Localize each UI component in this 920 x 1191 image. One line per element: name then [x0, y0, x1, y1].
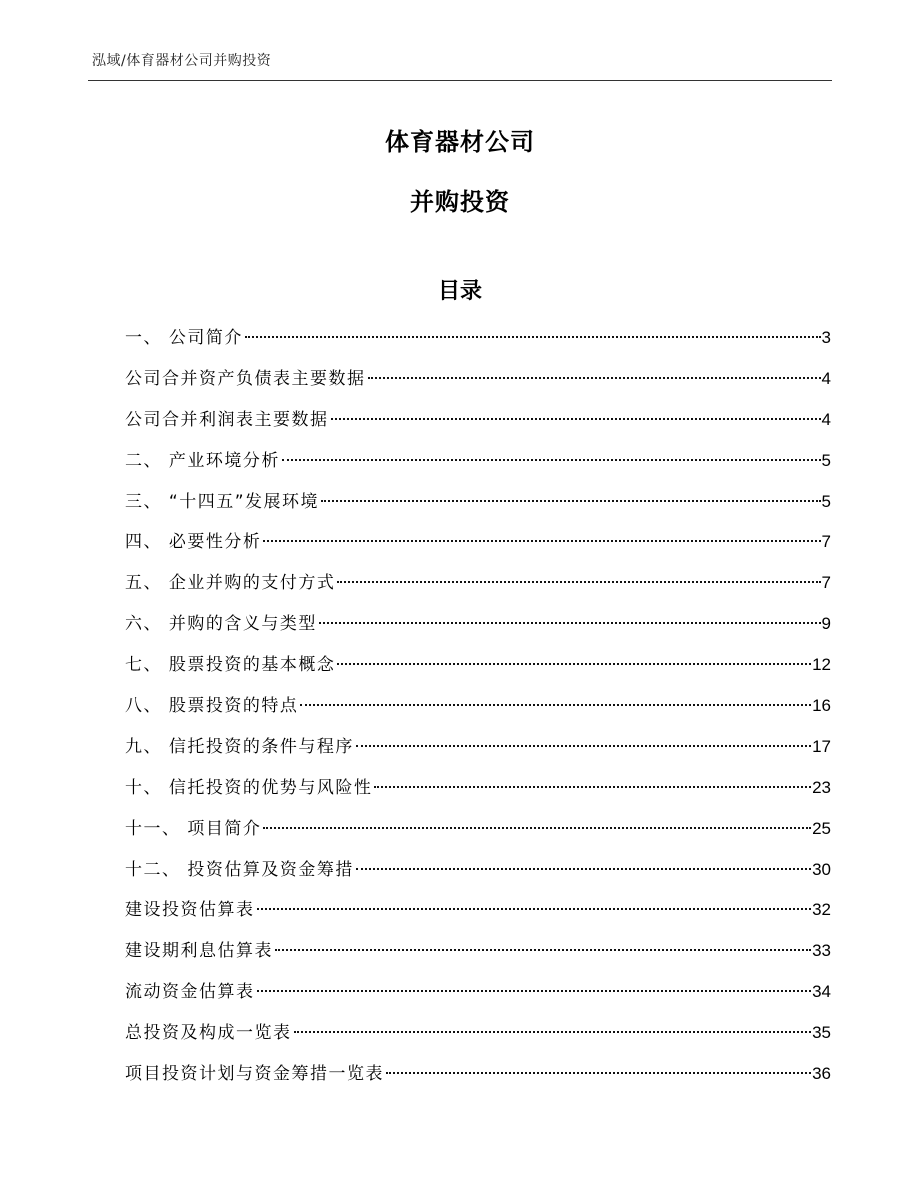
toc-dot-leader [294, 1031, 812, 1033]
toc-entry-page-number: 9 [821, 614, 831, 634]
toc-entry-label: 建设投资估算表 [125, 900, 255, 921]
toc-entry-label: 九、 信托投资的条件与程序 [125, 736, 354, 757]
toc-entry-label: 项目投资计划与资金筹措一览表 [125, 1064, 384, 1085]
toc-entry-page-number: 3 [821, 328, 831, 347]
toc-dot-leader [300, 704, 811, 706]
toc-entry-label: 一、 公司简介 [125, 328, 243, 348]
toc-entry-page-number: 34 [812, 982, 831, 1002]
toc-dot-leader [331, 418, 821, 420]
toc-entry-label: 四、 必要性分析 [125, 532, 262, 553]
toc-entry[interactable] [125, 1060, 831, 1101]
toc-dot-leader [275, 949, 811, 951]
toc-entry[interactable] [125, 774, 831, 815]
header-divider [88, 80, 832, 81]
document-title: 体育器材公司 [385, 128, 535, 156]
toc-entry-label: 十二、 投资估算及资金筹措 [125, 859, 354, 880]
toc-dot-leader [368, 377, 821, 379]
toc-entry-page-number: 7 [821, 573, 831, 593]
toc-dot-leader [337, 581, 820, 583]
toc-entry[interactable] [125, 569, 831, 610]
toc-entry-page-number: 4 [821, 368, 831, 388]
toc-dot-leader [321, 500, 821, 502]
toc-dot-leader [319, 622, 821, 624]
toc-entry-page-number: 30 [812, 859, 831, 879]
toc-entry[interactable] [125, 815, 831, 856]
toc-entry[interactable] [125, 856, 831, 897]
toc-entry[interactable] [125, 896, 831, 937]
table-of-contents [125, 324, 831, 1101]
toc-dot-leader [263, 827, 811, 829]
toc-entry[interactable] [125, 937, 831, 978]
toc-dot-leader [386, 1072, 811, 1074]
toc-entry-label: 三、 “十四五”发展环境 [125, 491, 320, 512]
toc-entry[interactable] [125, 610, 831, 651]
toc-entry-page-number: 32 [812, 900, 831, 920]
toc-entry-page-number: 7 [821, 532, 831, 552]
toc-entry-page-number: 23 [812, 777, 831, 797]
toc-entry-page-number: 35 [812, 1023, 831, 1043]
toc-entry-label: 建设期利息估算表 [125, 941, 273, 962]
running-header: 泓域/体育器材公司并购投资 [92, 53, 272, 69]
toc-entry-label: 十一、 项目简介 [125, 818, 262, 839]
toc-entry-label: 七、 股票投资的基本概念 [125, 655, 336, 676]
toc-entry-page-number: 5 [821, 491, 831, 511]
toc-entry-label: 公司合并利润表主要数据 [125, 409, 329, 430]
toc-entry[interactable] [125, 651, 831, 692]
toc-entry-page-number: 33 [812, 941, 831, 961]
toc-dot-leader [356, 745, 811, 747]
toc-entry[interactable] [125, 488, 831, 529]
toc-entry-label: 二、 产业环境分析 [125, 450, 280, 471]
document-subtitle: 并购投资 [410, 188, 510, 216]
toc-entry[interactable] [125, 406, 831, 447]
toc-entry[interactable] [125, 324, 831, 365]
toc-entry-page-number: 16 [812, 696, 831, 716]
toc-entry-page-number: 25 [812, 818, 831, 838]
toc-entry-label: 六、 并购的含义与类型 [125, 614, 317, 635]
toc-entry-page-number: 4 [821, 409, 831, 429]
toc-entry-page-number: 17 [812, 736, 831, 756]
toc-dot-leader [282, 459, 821, 461]
toc-entry[interactable] [125, 978, 831, 1019]
toc-entry-page-number: 5 [821, 450, 831, 470]
toc-entry-page-number: 12 [812, 655, 831, 675]
toc-dot-leader [257, 908, 812, 910]
toc-entry[interactable] [125, 528, 831, 569]
toc-entry-label: 流动资金估算表 [125, 982, 255, 1003]
toc-entry[interactable] [125, 692, 831, 733]
toc-entry[interactable] [125, 733, 831, 774]
toc-entry-label: 公司合并资产负债表主要数据 [125, 368, 366, 389]
toc-entry-label: 十、 信托投资的优势与风险性 [125, 777, 373, 798]
toc-dot-leader [245, 336, 821, 338]
toc-dot-leader [374, 786, 811, 788]
toc-entry[interactable] [125, 447, 831, 488]
toc-dot-leader [257, 990, 812, 992]
toc-entry-label: 总投资及构成一览表 [125, 1023, 292, 1044]
toc-heading: 目录 [437, 279, 482, 304]
toc-entry-label: 八、 股票投资的特点 [125, 696, 299, 717]
toc-dot-leader [356, 868, 811, 870]
toc-dot-leader [263, 540, 820, 542]
toc-dot-leader [337, 663, 811, 665]
toc-entry[interactable] [125, 1019, 831, 1060]
toc-entry-label: 五、 企业并购的支付方式 [125, 573, 336, 594]
toc-entry[interactable] [125, 365, 831, 406]
toc-entry-page-number: 36 [812, 1064, 831, 1084]
